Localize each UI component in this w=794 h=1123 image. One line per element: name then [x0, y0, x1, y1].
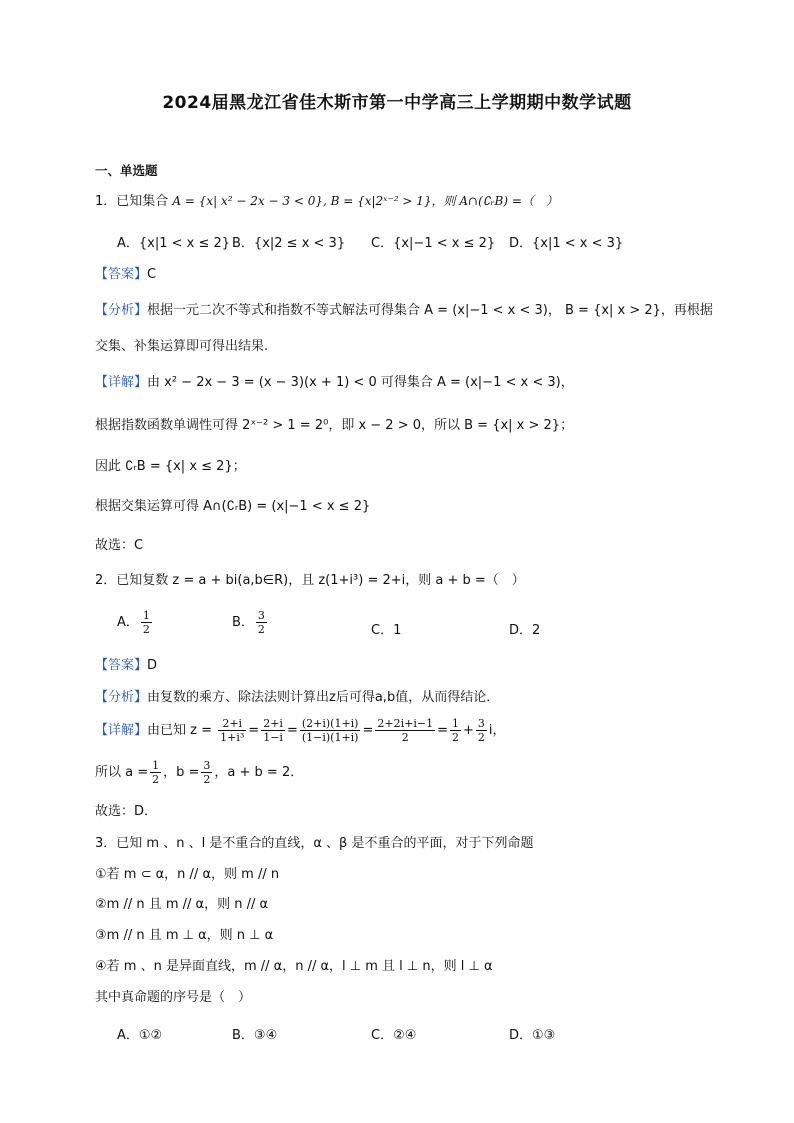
q3-question: 其中真命题的序号是（ ） [95, 990, 252, 1005]
fraction-b [201, 759, 212, 786]
fraction-a [150, 759, 161, 786]
analysis-text: 根据一元二次不等式和指数不等式解法可得集合 A = (x|−1 < x < 3)， B = {x| x > 2}，再根据 [147, 303, 713, 318]
q1-choose: 故选：C [95, 538, 144, 553]
q2-choose: 故选：D． [95, 804, 158, 819]
answer-value: D [147, 658, 158, 673]
denominator: 2 [451, 731, 459, 744]
analysis-tag: 【分析】 [95, 690, 148, 705]
q2-option-b-label: B． [232, 615, 254, 630]
so-prefix: 所以 a = [95, 765, 149, 780]
q1-option-d: D．{x|1 < x < 3} [509, 236, 624, 251]
q2-option-d: D．2 [509, 623, 541, 638]
numerator: 2+i [218, 717, 246, 731]
q1-option-a: A．{x|1 < x ≤ 2} [117, 236, 231, 251]
denominator: 2 [477, 731, 485, 744]
so-mid: ，b = [163, 765, 200, 780]
q2-option-a [117, 609, 154, 636]
q2-analysis [95, 689, 499, 707]
fraction-6 [476, 717, 487, 744]
q1-stem-math: A = {x| x² − 2x − 3 < 0}, B = {x|2ˣ⁻² > 1}，则 A∩(∁ᵣB) =（ ） [172, 194, 558, 208]
answer-tag: 【答案】 [95, 267, 148, 282]
q2-option-a-label: A． [117, 615, 139, 630]
q1-option-b: B．{x|2 ≤ x < 3} [232, 236, 346, 251]
denominator: 2 [401, 731, 409, 744]
numerator: 1 [451, 717, 459, 730]
denominator: 2 [142, 623, 150, 636]
q1-detail-line-2: 根据指数函数单调性可得 2ˣ⁻² > 1 = 2⁰，即 x − 2 > 0，所以 B = {x| x > 2}； [95, 418, 574, 433]
denominator: (1−i)(1+i) [301, 731, 359, 744]
numerator: 1 [142, 609, 150, 622]
q2-answer [95, 657, 157, 675]
fraction-3 [300, 717, 361, 744]
fraction-1 [218, 717, 246, 744]
detail-text: 由 x² − 2x − 3 = (x − 3)(x + 1) < 0 可得集合 A = (x|−1 < x < 3)， [147, 375, 574, 390]
page-title: 2024届黑龙江省佳木斯市第一中学高三上学期期中数学试题 [162, 93, 632, 113]
q3-option-d: D．①③ [509, 1028, 556, 1043]
q3-proposition-1: ①若 m ⊂ α，n // α，则 m // n [95, 867, 280, 882]
q2-stem: 2．已知复数 z = a + bi(a,b∈R)，且 z(1+i³) = 2+i，则 a + b =（ ） [95, 573, 525, 588]
q1-detail-line-3: 因此 ∁ᵣB = {x| x ≤ 2}； [95, 459, 246, 474]
denominator: 2 [257, 623, 265, 636]
q2-option-b [232, 609, 269, 636]
q3-proposition-4: ④若 m 、n 是异面直线，m // α，n // α，l ⊥ m 且 l ⊥ n，则 l ⊥ α [95, 959, 493, 974]
q1-stem [95, 192, 558, 211]
q3-option-a: A．①② [117, 1028, 163, 1043]
q3-stem: 3．已知 m 、n 、l 是不重合的直线，α 、β 是不重合的平面，对于下列命题 [95, 836, 534, 851]
q1-detail-line-4: 根据交集运算可得 A∩(∁ᵣB) = (x|−1 < x ≤ 2} [95, 499, 371, 514]
q3-option-b: B．③④ [232, 1028, 278, 1043]
q1-detail-line-1 [95, 374, 574, 392]
fraction-2 [261, 717, 285, 744]
analysis-tag: 【分析】 [95, 303, 148, 318]
q2-option-a-fraction [141, 609, 152, 636]
fraction-4 [375, 717, 435, 744]
answer-value: C [147, 267, 157, 282]
q1-stem-text: 1．已知集合 [95, 194, 169, 209]
answer-tag: 【答案】 [95, 658, 148, 673]
fraction-5 [450, 717, 461, 744]
denominator: 1+i³ [220, 731, 245, 744]
detail-prefix: 由已知 z = [147, 723, 212, 738]
detail-tag: 【详解】 [95, 375, 148, 390]
q3-option-c: C．②④ [371, 1028, 417, 1043]
numerator: 3 [257, 609, 265, 622]
numerator: 3 [477, 717, 485, 730]
q2-option-b-fraction [256, 609, 267, 636]
numerator: 2+2i+i−1 [377, 717, 434, 730]
numerator: 1 [152, 759, 160, 772]
q1-analysis-line-2: 交集、补集运算即可得出结果. [95, 339, 269, 354]
q2-option-c: C．1 [371, 623, 402, 638]
denominator: 1−i [263, 731, 283, 744]
detail-tag: 【详解】 [95, 723, 148, 738]
q1-option-c: C．{x|−1 < x ≤ 2} [371, 236, 496, 251]
numerator: 3 [203, 759, 211, 772]
so-suffix: ，a + b = 2． [214, 765, 304, 780]
section-heading: 一、单选题 [95, 163, 158, 178]
denominator: 2 [203, 773, 211, 786]
q2-conclusion [95, 758, 303, 788]
q1-answer [95, 266, 156, 284]
numerator: (2+i)(1+i) [301, 717, 359, 730]
q3-proposition-2: ②m // n 且 m // α，则 n // α [95, 897, 269, 912]
numerator: 2+i [263, 717, 283, 730]
denominator: 2 [152, 773, 160, 786]
detail-suffix: i， [488, 723, 506, 738]
q3-proposition-3: ③m // n 且 m ⊥ α，则 n ⊥ α [95, 928, 274, 943]
q1-analysis-line-1 [95, 302, 713, 320]
analysis-text: 由复数的乘方、除法法则计算出z后可得a,b值，从而得结论． [147, 690, 500, 705]
q2-detail: 【详解】由已知 z = $\frac{2+i}{\text{1+i³}}$ = $\frac{2+i}{1-i}$ = $\frac{(2+i)(1+i)}{(1-i)(1+i)}$ = $\frac{2+2i+i-1}{2}$ = $\frac{1}{2}$ + $\frac{3}{2}$ i， [95, 717, 506, 744]
